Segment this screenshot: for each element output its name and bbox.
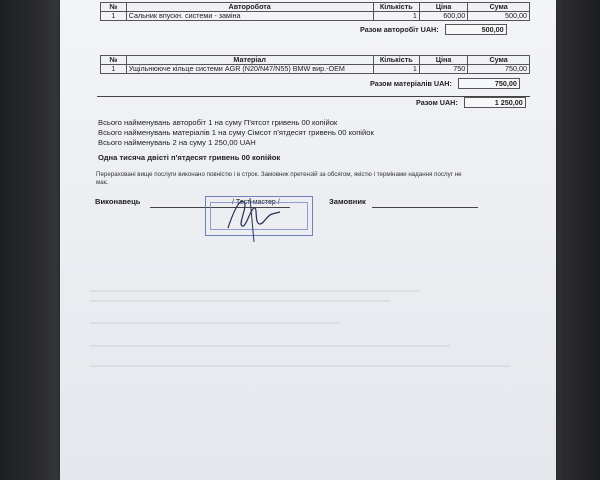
materials-total bbox=[370, 78, 520, 89]
works-total-label: Разом авторобіт UAH: bbox=[360, 25, 439, 34]
bleed-through-line bbox=[90, 322, 340, 324]
row-number: 1 bbox=[101, 65, 127, 74]
bleed-through-line bbox=[90, 365, 510, 367]
summary-total: Всього найменувань 2 на суму 1 250,00 UAH bbox=[98, 138, 256, 147]
grand-total bbox=[416, 97, 526, 108]
table-row bbox=[101, 65, 530, 74]
summary-materials: Всього найменувань матеріалів 1 на суму Сімсот п'ятдесят гривень 00 копійок bbox=[98, 128, 374, 137]
row-price: 600,00 bbox=[419, 12, 467, 21]
works-table bbox=[100, 2, 530, 21]
row-sum: 500,00 bbox=[468, 12, 530, 21]
row-name: Сальник впускн. системи - заміна bbox=[126, 12, 373, 21]
bleed-through-line bbox=[90, 290, 420, 292]
row-qty: 1 bbox=[373, 65, 419, 74]
amount-in-words: Одна тисяча двісті п'ятдесят гривень 00 копійок bbox=[98, 153, 281, 162]
bleed-through-line bbox=[90, 300, 390, 302]
background-right bbox=[555, 0, 600, 480]
col-name: Авторобота bbox=[126, 3, 373, 12]
executor-label: Виконавець bbox=[95, 197, 141, 206]
materials-total-value: 750,00 bbox=[458, 78, 520, 89]
row-number: 1 bbox=[101, 12, 127, 21]
materials-table bbox=[100, 55, 530, 74]
grand-total-label: Разом UAH: bbox=[416, 98, 458, 107]
grand-total-value: 1 250,00 bbox=[464, 97, 526, 108]
executor-role: / Тест-мастер / bbox=[232, 199, 280, 206]
row-price: 750 bbox=[419, 65, 467, 74]
col-price: Ціна bbox=[419, 56, 467, 65]
customer-label: Замовник bbox=[329, 197, 366, 206]
row-name: Ущільнююче кільце системи AGR (N20/N47/N55) BMW вир.-OEM bbox=[126, 65, 373, 74]
materials-total-label: Разом матеріалів UAH: bbox=[370, 79, 452, 88]
col-number: № bbox=[101, 3, 127, 12]
table-row bbox=[101, 12, 530, 21]
row-sum: 750,00 bbox=[468, 65, 530, 74]
row-qty: 1 bbox=[373, 12, 419, 21]
works-total bbox=[360, 24, 507, 35]
summary-works: Всього найменувань авторобіт 1 на суму П'ятсот гривень 00 копійок bbox=[98, 118, 338, 127]
col-sum: Сума bbox=[468, 3, 530, 12]
col-qty: Кількість bbox=[373, 56, 419, 65]
bleed-through-line bbox=[90, 345, 450, 347]
col-qty: Кількість bbox=[373, 3, 419, 12]
col-sum: Сума bbox=[468, 56, 530, 65]
works-total-value: 500,00 bbox=[445, 24, 507, 35]
col-number: № bbox=[101, 56, 127, 65]
handwritten-signature bbox=[220, 180, 290, 250]
customer-signature-line bbox=[372, 207, 478, 208]
col-material: Матеріал bbox=[126, 56, 373, 65]
background-left bbox=[0, 0, 60, 480]
col-price: Ціна bbox=[419, 3, 467, 12]
document-page bbox=[60, 0, 556, 480]
disclaimer: Перераховані вище послуги виконано повністю і в строк. Замовник претензій за обсягом, якістю і термінами надання послуг не має. bbox=[96, 171, 462, 186]
